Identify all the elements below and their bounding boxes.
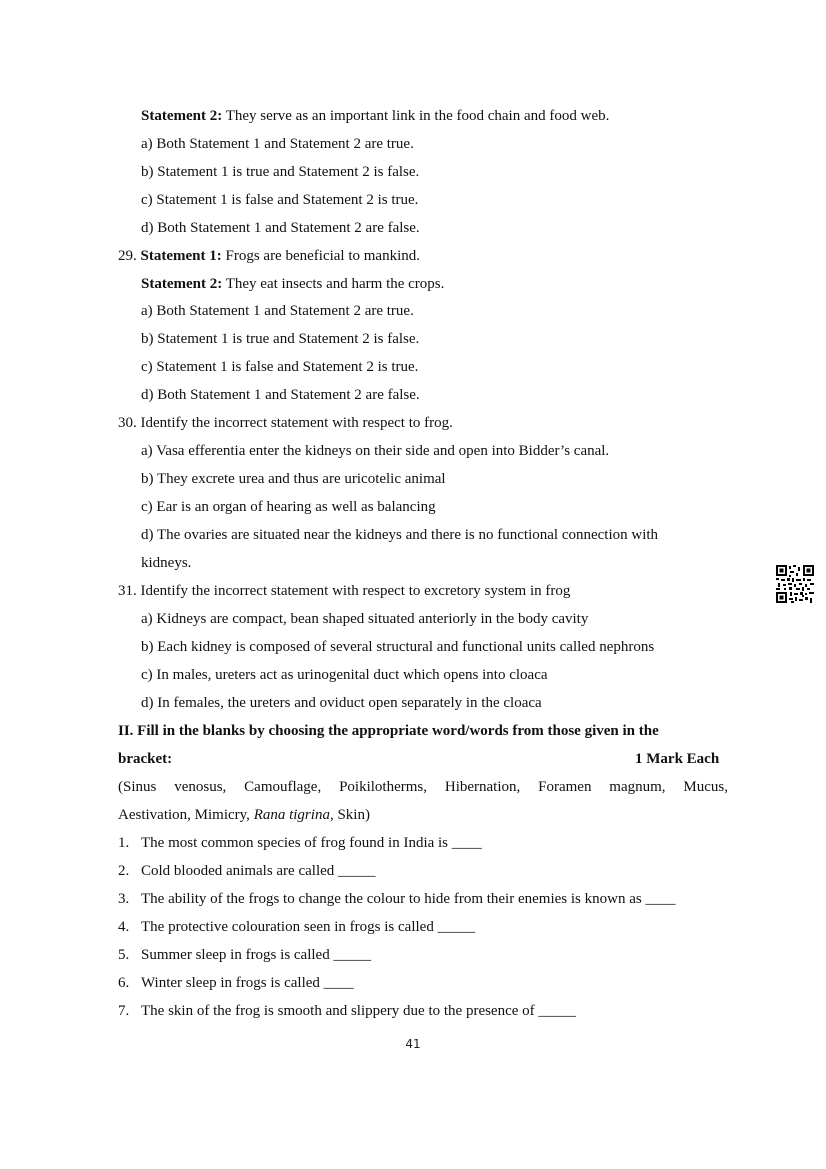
q29-number: 29. <box>118 248 137 264</box>
item-text: The ability of the frogs to change the colour to hide from their enemies is known as ____ <box>141 891 676 907</box>
q30-option-d: d) The ovaries are situated near the kidneys and there is no functional connection with <box>141 527 659 543</box>
item-text: Summer sleep in frogs is called _____ <box>141 947 371 963</box>
q31-option-a: a) Kidneys are compact, bean shaped situated anteriorly in the body cavity <box>141 611 589 627</box>
q30-option-c: c) Ear is an organ of hearing as well as balancing <box>141 499 436 515</box>
q29-option-b: b) Statement 1 is true and Statement 2 is false. <box>141 331 420 347</box>
word-bank-line1: (Sinus venosus, Camouflage, Poikilotherms, Hibernation, Foramen magnum, Mucus, <box>118 779 728 795</box>
q30-option-d-continued: kidneys. <box>141 555 192 571</box>
section2-heading: II. Fill in the blanks by choosing the appropriate word/words from those given in the <box>118 723 659 739</box>
word-bank-part-a: Aestivation, Mimicry, <box>118 807 254 823</box>
q30-number: 30. <box>118 415 137 431</box>
q29-statement1 <box>118 247 420 265</box>
q31-question <box>118 582 570 600</box>
q31-number: 31. <box>118 583 137 599</box>
section2-heading-continued: bracket: <box>118 751 173 767</box>
q29-statement2-text: They eat insects and harm the crops. <box>222 276 445 292</box>
item-text: The most common species of frog found in India is ____ <box>141 835 482 851</box>
fill-blank-item <box>118 862 376 880</box>
item-number: 4. <box>118 919 130 935</box>
q31-option-d: d) In females, the ureters and oviduct open separately in the cloaca <box>141 695 542 711</box>
q30-option-b: b) They excrete urea and thus are uricotelic animal <box>141 471 446 487</box>
fill-blank-item <box>118 918 475 936</box>
q28-option-b: b) Statement 1 is true and Statement 2 is false. <box>141 164 420 180</box>
item-text: Cold blooded animals are called _____ <box>141 863 376 879</box>
item-number: 2. <box>118 863 130 879</box>
fill-blank-item <box>118 946 371 964</box>
fill-blank-item <box>118 834 482 852</box>
q30-option-a: a) Vasa efferentia enter the kidneys on their side and open into Bidder’s canal. <box>141 443 610 459</box>
fill-blank-item <box>118 890 675 908</box>
item-text: The protective colouration seen in frogs is called _____ <box>141 919 476 935</box>
word-bank-line2 <box>118 806 370 824</box>
q28-statement2 <box>141 107 609 125</box>
word-bank-part-b: , Skin) <box>329 807 370 823</box>
item-number: 5. <box>118 947 130 963</box>
qr-code-icon <box>776 565 814 603</box>
fill-blank-item <box>118 1002 576 1020</box>
q28-statement2-label: Statement 2: <box>141 108 223 124</box>
q29-option-d: d) Both Statement 1 and Statement 2 are false. <box>141 387 420 403</box>
item-text: The skin of the frog is smooth and slippery due to the presence of _____ <box>141 1003 576 1019</box>
q31-option-c: c) In males, ureters act as urinogenital duct which opens into cloaca <box>141 667 548 683</box>
item-number: 3. <box>118 891 130 907</box>
q30-text: Identify the incorrect statement with respect to frog. <box>140 415 453 431</box>
q28-statement2-text: They serve as an important link in the food chain and food web. <box>222 108 610 124</box>
item-number: 7. <box>118 1003 130 1019</box>
q31-option-b: b) Each kidney is composed of several structural and functional units called nephrons <box>141 639 655 655</box>
q29-option-a: a) Both Statement 1 and Statement 2 are true. <box>141 303 414 319</box>
q29-option-c: c) Statement 1 is false and Statement 2 is true. <box>141 359 419 375</box>
q29-statement1-label: Statement 1: <box>140 248 222 264</box>
q29-statement2-label: Statement 2: <box>141 276 223 292</box>
q29-statement1-text: Frogs are beneficial to mankind. <box>221 248 421 264</box>
item-number: 6. <box>118 975 130 991</box>
page-number: 41 <box>405 1037 421 1051</box>
item-text: Winter sleep in frogs is called ____ <box>141 975 354 991</box>
item-number: 1. <box>118 835 130 851</box>
word-bank-italic: Rana tigrina <box>253 807 330 823</box>
fill-blank-item <box>118 974 354 992</box>
q31-text: Identify the incorrect statement with respect to excretory system in frog <box>140 583 571 599</box>
q28-option-c: c) Statement 1 is false and Statement 2 is true. <box>141 192 419 208</box>
q29-statement2 <box>141 275 444 293</box>
q28-option-d: d) Both Statement 1 and Statement 2 are false. <box>141 220 420 236</box>
q30-question <box>118 414 453 432</box>
q28-option-a: a) Both Statement 1 and Statement 2 are true. <box>141 136 414 152</box>
section2-marks: 1 Mark Each <box>635 751 720 767</box>
